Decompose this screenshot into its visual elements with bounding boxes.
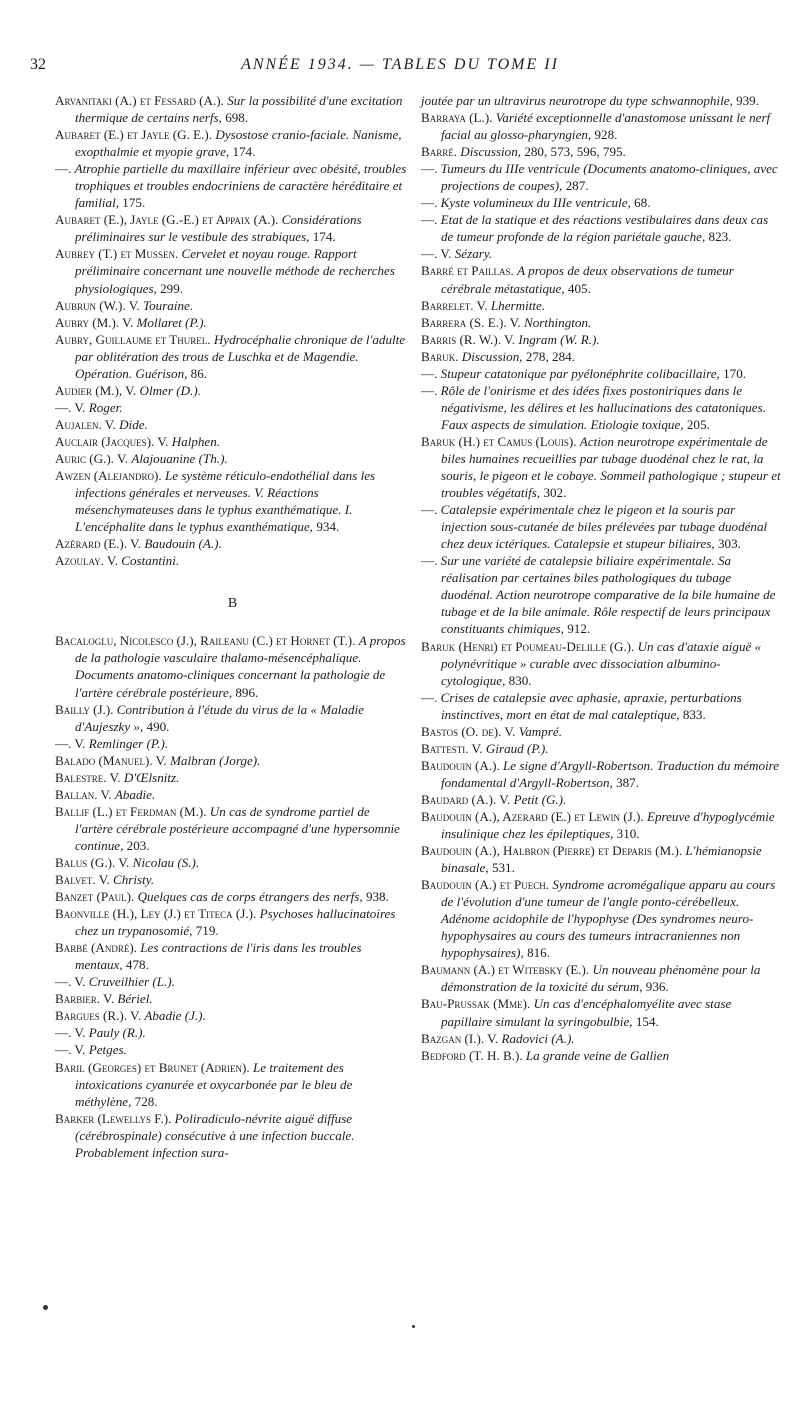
- entry-authors: Aujalen. V.: [55, 416, 116, 432]
- entry-title: Discussion,: [460, 144, 522, 160]
- index-entry: [421, 331, 781, 348]
- entry-authors: Baril (Georges) et Brunet (Adrien).: [55, 1059, 250, 1075]
- entry-authors: Arvanitaki (A.) et Fessard (A.).: [55, 93, 224, 108]
- entry-pages: 303.: [717, 536, 741, 552]
- index-entry: [421, 365, 781, 382]
- entry-pages: 174.: [232, 144, 256, 160]
- entry-authors: Barrelet. V.: [421, 297, 488, 313]
- entry-authors: Barré et Paillas.: [421, 263, 514, 279]
- entry-pages: 896.: [235, 684, 259, 700]
- index-entry: [55, 297, 410, 314]
- index-entry: [421, 791, 781, 808]
- entry-pages: 68.: [634, 195, 651, 211]
- index-entry: [55, 701, 410, 735]
- entry-title: Le traitement des intoxications cyanurée et oxycarbonée par le bleu de méthylène,: [75, 1059, 353, 1109]
- index-entry: [55, 752, 410, 769]
- entry-authors: —. V.: [421, 246, 452, 262]
- entry-pages: 490.: [146, 718, 170, 734]
- entry-title: Roger.: [88, 399, 123, 415]
- index-entry: [421, 740, 781, 757]
- entry-title: A propos de la pathologie vasculaire thalamo-mésencéphalique. Documents anatomo-cliniques concernant la pathologie de l'artère cérébrale postérieure,: [75, 633, 406, 700]
- entry-pages: 823.: [708, 229, 732, 245]
- entry-title: Crises de catalepsie avec aphasie, apraxie, perturbations instinctives, mort en état de mal cataleptique,: [440, 689, 742, 722]
- index-entry: [55, 416, 410, 433]
- entry-pages: 203.: [126, 837, 150, 853]
- index-entry: [421, 842, 781, 876]
- entry-pages: 531.: [491, 860, 515, 876]
- index-entry: [421, 314, 781, 331]
- entry-pages: 170.: [723, 365, 747, 381]
- index-entry: [421, 501, 781, 552]
- index-entry: [55, 803, 410, 854]
- entry-title: Un nouveau phénomène pour la démonstration de la toxicité du sérum,: [441, 962, 761, 995]
- entry-authors: Aubaret (E.), Jayle (G.-E.) et Appaix (A.).: [55, 212, 279, 228]
- index-entry: [421, 995, 781, 1029]
- entry-title: Sézary.: [454, 246, 493, 262]
- entry-authors: Baonville (H.), Ley (J.) et Titeca (J.).: [55, 906, 257, 922]
- entry-title: Les contractions de l'iris dans les troubles mentaux,: [75, 940, 362, 973]
- entry-title: Giraud (P.).: [485, 740, 549, 756]
- index-entry: [421, 1047, 781, 1064]
- entry-authors: Bazgan (I.). V.: [421, 1030, 499, 1046]
- page-number: 32: [30, 56, 46, 73]
- index-entry: [421, 723, 781, 740]
- entry-title: Mollaret (P.).: [136, 314, 207, 330]
- entry-pages: 830.: [508, 672, 532, 688]
- index-entry: [55, 92, 410, 126]
- entry-title: Abadie.: [114, 786, 156, 802]
- entry-authors: Bargues (R.). V.: [55, 1008, 142, 1024]
- entry-title: L'hémianopsie binasale,: [441, 843, 762, 876]
- entry-title: Nicolau (S.).: [132, 854, 200, 870]
- entry-authors: Baumann (A.) et Witebsky (E.).: [421, 962, 590, 978]
- entry-authors: Balus (G.). V.: [55, 854, 130, 870]
- entry-title: Vampré.: [518, 723, 562, 739]
- index-entry: [55, 245, 410, 296]
- index-entry: [55, 160, 410, 211]
- entry-authors: —.: [55, 161, 72, 177]
- entry-authors: —.: [421, 502, 438, 518]
- entry-authors: —. V.: [55, 399, 86, 415]
- entry-authors: Barbier. V.: [55, 991, 115, 1007]
- index-entry: [55, 1059, 410, 1110]
- entry-authors: Azoulay. V.: [55, 553, 118, 569]
- entry-authors: Aubrun (W.). V.: [55, 297, 140, 313]
- entry-title: Variété exceptionnelle d'anastomose unissant le nerf facial au glosso-pharyngien,: [441, 110, 771, 143]
- entry-title: Action neurotrope expérimentale de biles humaines recueillies par tubage duodénal chez le rat, la souris, le pigeon et le cobaye. Sommeil pathologique ; stupeur et troubles végétatifs,: [441, 433, 781, 501]
- index-entry: [55, 1007, 410, 1024]
- entry-authors: Awzen (Alejandro).: [55, 468, 162, 484]
- entry-authors: —. V.: [55, 735, 86, 751]
- margin-dot: [412, 1325, 415, 1328]
- index-entry: [421, 143, 781, 160]
- entry-title: Alajouanine (Th.).: [131, 450, 228, 466]
- running-head: ANNÉE 1934. — TABLES DU TOME II: [241, 56, 559, 73]
- index-entry: [55, 905, 410, 939]
- entry-authors: Battesti. V.: [421, 740, 483, 756]
- index-entry: [421, 109, 781, 143]
- entry-pages: 278, 284.: [525, 348, 575, 364]
- index-entry: [55, 786, 410, 803]
- entry-pages: 938.: [365, 889, 389, 905]
- entry-authors: Baudard (A.). V.: [421, 791, 511, 807]
- entry-authors: Balestre. V.: [55, 769, 121, 785]
- entry-title: Considérations préliminaires sur le vestibule des strabiques,: [75, 212, 362, 245]
- entry-title: Bériel.: [117, 991, 153, 1007]
- entry-pages: 154.: [635, 1013, 659, 1029]
- index-entry: [421, 757, 781, 791]
- entry-title: Ingram (W. R.).: [518, 331, 600, 347]
- entry-authors: Baruk.: [421, 348, 459, 364]
- entry-title: Olmer (D.).: [139, 382, 201, 398]
- entry-title: Le signe d'Argyll-Robertson. Traduction du mémoire fondamental d'Argyll-Robertson,: [441, 757, 780, 790]
- left-column: [55, 92, 410, 1161]
- index-entry: [421, 876, 781, 961]
- index-entry: [421, 961, 781, 995]
- entry-title: Un cas d'ataxie aiguë « polynévritique » curable avec dissociation albumino-cytologique,: [441, 638, 762, 688]
- entry-authors: Aubrey (T.) et Mussen.: [55, 246, 179, 262]
- entry-authors: Aubaret (E.) et Jayle (G. E.).: [55, 127, 213, 143]
- entry-pages: 310.: [616, 826, 640, 842]
- entry-authors: Balvet. V.: [55, 872, 110, 888]
- page-header: [30, 48, 770, 82]
- entry-title: Epreuve d'hypoglycémie insulinique chez les épileptiques,: [441, 808, 775, 842]
- index-entry: [55, 632, 410, 700]
- entry-authors: Banzet (Paul).: [55, 889, 135, 905]
- index-entry: [55, 535, 410, 552]
- index-entry: [55, 769, 410, 786]
- entry-title: A propos de deux observations de tumeur cérébrale métastatique,: [441, 263, 734, 296]
- entry-pages: 478.: [125, 957, 149, 973]
- entry-title: Malbran (Jorge).: [170, 752, 261, 768]
- entry-pages: 816.: [527, 945, 550, 961]
- entry-title: Pauly (R.).: [88, 1025, 146, 1041]
- index-entry: [421, 297, 781, 314]
- index-entry: [55, 314, 410, 331]
- entry-title: Le système réticulo-endothélial dans les infections générales et nerveuses. V. Réactions mésenchymateuses dans le typhus exanthématique. I. L'encéphalite dans le typhus exanthématique,: [75, 468, 376, 535]
- entry-title: Psychoses hallucinatoires chez un trypanosomié,: [75, 906, 396, 939]
- entry-authors: Barris (R. W.). V.: [421, 331, 516, 347]
- entry-title: Rôle de l'onirisme et des idées fixes postoniriques dans le négativisme, les délires et les hallucinations des catatoniques. Faux aspects de simulation. Etiologie toxique,: [440, 382, 766, 432]
- entry-title: Northington.: [523, 314, 592, 330]
- entry-authors: Bau-Prussak (Mme).: [421, 996, 531, 1012]
- entry-authors: —.: [421, 365, 438, 381]
- entry-authors: —.: [421, 161, 438, 177]
- entry-pages: 86.: [190, 365, 208, 381]
- index-entry: [55, 990, 410, 1007]
- index-entry: [421, 689, 781, 723]
- index-entry: [421, 245, 781, 262]
- entry-title: Hydrocéphalie chronique de l'adulte par oblitération des trous de Luschka et de Magendie. Opération. Guérison,: [75, 331, 406, 381]
- entry-title: Christy.: [113, 872, 155, 888]
- entry-pages: 936.: [645, 979, 669, 995]
- index-entry: [55, 1110, 410, 1161]
- entry-authors: Baruk (H.) et Camus (Louis).: [421, 433, 577, 449]
- index-entry: [55, 433, 410, 450]
- entry-title: Abadie (J.).: [144, 1008, 206, 1024]
- index-entry: [421, 552, 781, 637]
- entry-authors: —.: [421, 212, 438, 228]
- entry-pages: 175.: [122, 195, 146, 211]
- entry-authors: Ballif (L.) et Ferdman (M.).: [55, 803, 207, 819]
- entry-title: Costantini.: [121, 553, 180, 569]
- entry-title: Catalepsie expérimentale chez le pigeon et la souris par injection sous-cutanée de biles prélevées par tubage duodénal chez deux ictériques. Catalepsie et stupeur biliaires,: [440, 502, 768, 552]
- index-entry: [55, 1024, 410, 1041]
- entry-pages: 302.: [543, 485, 567, 501]
- index-entry: [55, 211, 410, 245]
- entry-authors: Baudouin (A.).: [421, 757, 500, 773]
- entry-authors: Audier (M.), V.: [55, 382, 137, 398]
- entry-pages: 719.: [195, 923, 219, 939]
- entry-title: Poliradiculo-névrite aiguë diffuse (cérébrospinale) consécutive à une infection buccale. Probablement infection sura-: [75, 1110, 355, 1160]
- entry-authors: Ballan. V.: [55, 786, 112, 802]
- entry-title: Sur une variété de catalepsie biliaire expérimentale. Sa réalisation par certaines biles pathologiques du tubage duodénal. Action neurotrope comparative de la bile humaine de tubage et de la bile animale. Rôle respectif de leurs principaux constituants chimiques,: [440, 553, 776, 637]
- index-entry: [55, 126, 410, 160]
- entry-authors: Balado (Manuel). V.: [55, 752, 167, 768]
- entry-authors: Barbé (André).: [55, 940, 137, 956]
- index-entry: [55, 467, 410, 535]
- index-entry: [421, 211, 781, 245]
- entry-title: Dysostose cranio-faciale. Nanisme, exopthalmie et myopie grave,: [75, 127, 402, 160]
- entry-pages: 939.: [736, 93, 759, 108]
- entry-pages: 174.: [312, 229, 336, 245]
- entry-pages: 299.: [160, 280, 184, 296]
- entry-title: Tumeurs du IIIe ventricule (Documents anatomo-cliniques, avec projections de coupes),: [440, 161, 778, 194]
- entry-authors: Barraya (L.).: [421, 110, 493, 126]
- entry-title: Cruveilhier (L.).: [88, 974, 175, 990]
- entry-authors: Azérard (E.). V.: [55, 536, 142, 552]
- entry-authors: Barker (Lewellys F.).: [55, 1110, 172, 1126]
- entry-title: La grande veine de Gallien: [525, 1047, 670, 1063]
- entry-pages: 698.: [225, 110, 249, 126]
- entry-title: Un cas d'encéphalomyélite avec stase papillaire simulant la syringobulbie,: [441, 996, 732, 1029]
- entry-authors: Baudouin (A.) et Puech.: [421, 877, 550, 893]
- entry-title: Radovici (A.).: [501, 1030, 575, 1046]
- entry-pages: 728.: [134, 1093, 158, 1109]
- entry-pages: 928.: [594, 127, 618, 143]
- index-entry: [55, 871, 410, 888]
- entry-title: Stupeur catatonique par pyélonéphrite colibacillaire,: [440, 365, 720, 381]
- entry-authors: Baruk (Henri) et Poumeau-Delille (G.).: [421, 638, 635, 654]
- entry-title: joutée par un ultravirus neurotrope du type schwannophile,: [421, 93, 733, 108]
- entry-authors: Bacaloglu, Nicolesco (J.), Raileanu (C.) et Hornet (T.).: [55, 633, 356, 649]
- index-entry: [421, 92, 781, 109]
- index-entry: [55, 450, 410, 467]
- entry-title: Contribution à l'étude du virus de la « Maladie d'Aujeszky »,: [75, 701, 364, 734]
- index-entry: [421, 808, 781, 842]
- index-entry: [55, 973, 410, 990]
- index-entry: [55, 382, 410, 399]
- entry-authors: Auric (G.). V.: [55, 450, 129, 466]
- entry-title: Etat de la statique et des réactions vestibulaires dans deux cas de tumeur profonde de la région pariétale gauche,: [440, 212, 769, 245]
- index-entry: [55, 735, 410, 752]
- entry-authors: —.: [421, 689, 438, 705]
- entry-authors: Aubry (M.). V.: [55, 314, 134, 330]
- entry-title: Discussion,: [461, 348, 523, 364]
- entry-authors: —. V.: [55, 1042, 86, 1058]
- entry-title: Petges.: [88, 1042, 127, 1058]
- margin-dot: [43, 1305, 48, 1310]
- entry-title: Kyste volumineux du IIIe ventricule,: [440, 195, 631, 211]
- entry-authors: Baudouin (A.), Azerard (E.) et Lewin (J.).: [421, 808, 644, 824]
- entry-pages: 387.: [616, 774, 639, 790]
- entry-authors: Aubry, Guillaume et Thurel.: [55, 331, 211, 347]
- entry-authors: Bastos (O. de). V.: [421, 723, 516, 739]
- index-entry: [55, 399, 410, 416]
- entry-pages: 912.: [567, 621, 591, 637]
- entry-title: Touraine.: [143, 297, 194, 313]
- index-entry: [55, 854, 410, 871]
- entry-authors: —.: [421, 553, 438, 569]
- entry-authors: Barré.: [421, 144, 458, 160]
- section-letter: B: [227, 596, 238, 612]
- entry-pages: 833.: [682, 706, 706, 722]
- entry-pages: 205.: [686, 416, 710, 432]
- entry-authors: Bedford (T. H. B.).: [421, 1047, 523, 1063]
- entry-title: Baudouin (A.).: [144, 536, 222, 552]
- entry-title: Un cas de syndrome partiel de l'artère cérébrale postérieure accompagné d'une hypersomnie continue,: [75, 803, 400, 853]
- entry-title: Petit (G.).: [513, 791, 567, 807]
- index-entry: [55, 1041, 410, 1058]
- index-entry: [421, 262, 781, 296]
- index-entry: [421, 160, 781, 194]
- entry-title: D'Œlsnitz.: [123, 769, 180, 785]
- entry-pages: 287.: [565, 178, 589, 194]
- entry-authors: Barrera (S. E.). V.: [421, 314, 521, 330]
- index-entry: [421, 382, 781, 433]
- entry-authors: Auclair (Jacques). V.: [55, 433, 169, 449]
- entry-title: Remlinger (P.).: [88, 735, 169, 751]
- entry-authors: Bailly (J.).: [55, 701, 114, 717]
- entry-title: Quelques cas de corps étrangers des nerfs,: [137, 889, 363, 905]
- entry-authors: —.: [421, 195, 438, 211]
- index-entry: [421, 638, 781, 689]
- entry-pages: 280, 573, 596, 795.: [524, 144, 626, 160]
- index-entry: [55, 552, 410, 569]
- entry-title: Atrophie partielle du maxillaire inférieur avec obésité, troubles trophiques et troubles endocriniens de caractère héréditaire et familial,: [74, 161, 407, 211]
- entry-pages: 405.: [567, 280, 591, 296]
- entry-title: Syndrome acromégalique apparu au cours de l'évolution d'une tumeur de l'angle ponto-cérébelleux. Adénome acidophile de l'hypophyse (Des syndromes neuro-hypophysaires au cours des tumeurs intracraniennes non hypophysaires),: [441, 877, 776, 961]
- entry-pages: 934.: [316, 519, 340, 535]
- index-entry: [421, 1030, 781, 1047]
- index-entry: [55, 331, 410, 382]
- entry-title: Halphen.: [171, 433, 221, 449]
- entry-authors: Baudouin (A.), Halbron (Pierre) et Deparis (M.).: [421, 843, 683, 859]
- index-entry: [421, 433, 781, 501]
- entry-title: Sur la possibilité d'une excitation thermique de certains nerfs,: [75, 93, 403, 126]
- index-entry: [421, 194, 781, 211]
- index-entry: [421, 348, 781, 365]
- entry-authors: —.: [421, 382, 438, 398]
- index-entry: [55, 888, 410, 905]
- entry-title: Dide.: [119, 416, 148, 432]
- entry-title: Cervelet et noyau rouge. Rapport préliminaire concernant une nouvelle méthode de recherches physiologiques,: [75, 246, 395, 296]
- entry-title: Lhermitte.: [490, 297, 546, 313]
- entry-authors: —. V.: [55, 1025, 86, 1041]
- entry-authors: —. V.: [55, 974, 86, 990]
- index-entry: [55, 939, 410, 973]
- right-column: [421, 92, 781, 1064]
